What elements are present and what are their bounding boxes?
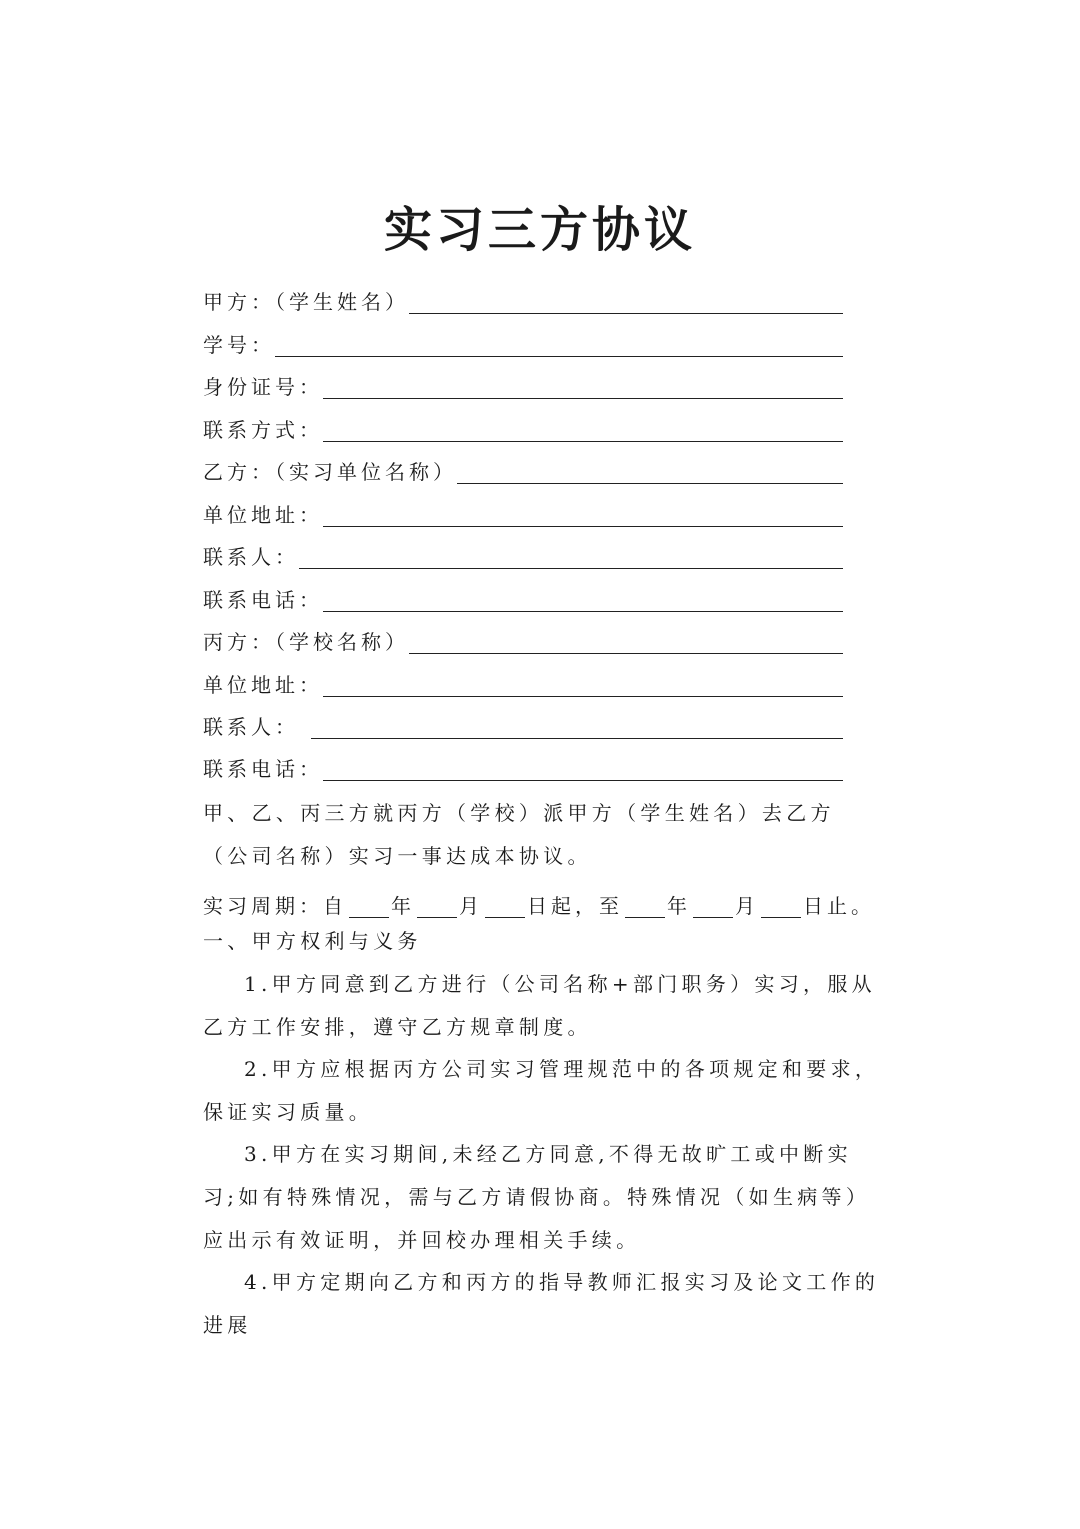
party-b-blank-line[interactable] (457, 463, 843, 484)
clause-2: 2.甲方应根据丙方公司实习管理规范中的各项规定和要求，保证实习质量。 (203, 1057, 880, 1124)
address-b-label: 单位地址： (203, 503, 323, 527)
phone-b-field (203, 573, 843, 615)
internship-period-row (203, 879, 875, 921)
period-label: 实习周期：自 (203, 894, 347, 918)
address-b-field (203, 488, 843, 530)
period-day-2: 日止。 (803, 894, 875, 918)
address-b-blank-line[interactable] (323, 506, 843, 527)
start-day-blank[interactable] (485, 897, 525, 918)
phone-b-blank-line[interactable] (323, 591, 843, 612)
party-c-label: 丙方：（学校名称） (203, 630, 409, 654)
clause-4: 4.甲方定期向乙方和丙方的指导教师汇报实习及论文工作的进展 (203, 1270, 880, 1337)
id-card-label: 身份证号： (203, 375, 323, 399)
end-year-blank[interactable] (625, 897, 665, 918)
phone-b-label: 联系电话： (203, 588, 323, 612)
id-card-blank-line[interactable] (323, 378, 843, 399)
contact-person-c-field (203, 700, 843, 742)
contact-person-b-blank-line[interactable] (299, 548, 843, 569)
student-id-field (203, 318, 843, 360)
period-month-1: 月 (459, 894, 483, 918)
period-year-1: 年 (391, 894, 415, 918)
id-card-field (203, 360, 843, 402)
party-b-field (203, 445, 843, 487)
student-id-label: 学号： (203, 333, 275, 357)
start-year-blank[interactable] (349, 897, 389, 918)
contact-a-label: 联系方式： (203, 418, 323, 442)
phone-c-label: 联系电话： (203, 757, 323, 781)
party-c-field (203, 615, 843, 657)
contact-a-field (203, 403, 843, 445)
student-id-blank-line[interactable] (275, 336, 843, 357)
phone-c-blank-line[interactable] (323, 760, 843, 781)
period-year-2: 年 (667, 894, 691, 918)
section-1-heading: 一、甲方权利与义务 (203, 929, 422, 953)
address-c-blank-line[interactable] (323, 676, 843, 697)
end-day-blank[interactable] (761, 897, 801, 918)
phone-c-field (203, 742, 843, 784)
intro-paragraph: 甲、乙、丙三方就丙方（学校）派甲方（学生姓名）去乙方（公司名称）实习一事达成本协议。 (203, 801, 835, 868)
clause-3: 3.甲方在实习期间,未经乙方同意,不得无故旷工或中断实习;如有特殊情况，需与乙方请假协商。特殊情况（如生病等）应出示有效证明，并回校办理相关手续。 (203, 1142, 871, 1252)
contact-a-blank-line[interactable] (323, 421, 843, 442)
party-a-blank-line[interactable] (409, 293, 843, 314)
start-month-blank[interactable] (417, 897, 457, 918)
party-b-label: 乙方：（实习单位名称） (203, 460, 457, 484)
end-month-blank[interactable] (693, 897, 733, 918)
contact-person-c-blank-line[interactable] (311, 718, 843, 739)
address-c-field (203, 658, 843, 700)
contact-person-b-label: 联系人： (203, 545, 299, 569)
page-title: 实习三方协议 (383, 202, 696, 258)
period-day-1: 日起，至 (527, 894, 623, 918)
party-a-field (203, 275, 843, 317)
party-a-label: 甲方：（学生姓名） (203, 290, 409, 314)
contact-person-c-label: 联系人： (203, 715, 299, 739)
party-c-blank-line[interactable] (409, 633, 843, 654)
address-c-label: 单位地址： (203, 673, 323, 697)
clause-1: 1.甲方同意到乙方进行（公司名称+部门职务）实习，服从乙方工作安排，遵守乙方规章制度。 (203, 972, 876, 1039)
contact-person-b-field (203, 530, 843, 572)
period-month-2: 月 (735, 894, 759, 918)
